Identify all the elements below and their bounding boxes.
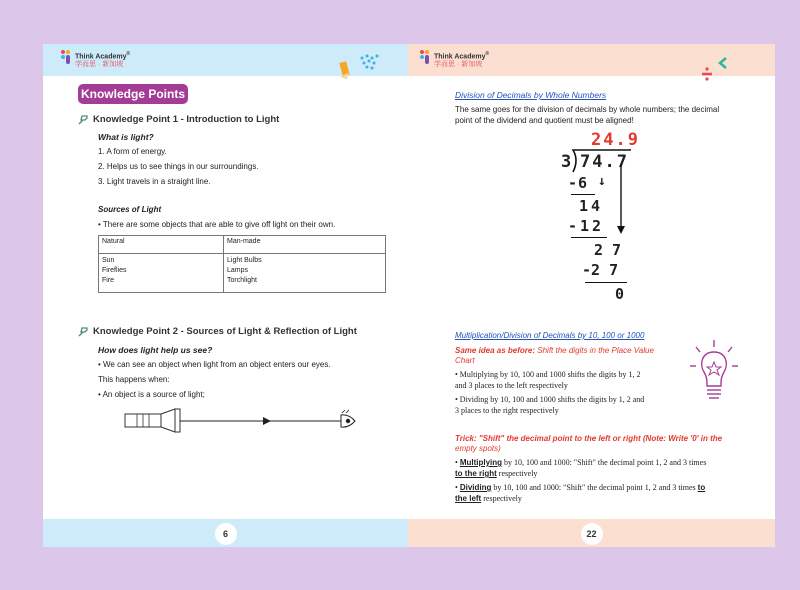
lightbulb-idea-icon <box>688 338 740 410</box>
subtract-step-3: -2 7 <box>582 261 619 279</box>
brand-mark-icon <box>420 50 430 64</box>
page-number: 22 <box>581 523 603 545</box>
kp2-question: How does light help us see? <box>98 345 213 355</box>
bring-down-arrow-icon: ↓ <box>598 174 606 189</box>
trick-mult-rest: by 10, 100 and 1000: "Shift" the decimal point 1, 2 and 3 times <box>502 458 707 467</box>
trick-text: Trick: "Shift" the decimal point to the left or right (Note: Write '0' in the <box>455 434 723 443</box>
same-idea-line-2: Chart <box>455 356 475 365</box>
division-text-line-2: point of the dividend and quotient must be aligned! <box>455 116 634 125</box>
dividend: 74.7 <box>580 152 629 172</box>
multiplying-word: Multiplying <box>459 458 503 467</box>
trick-line-1 <box>455 434 722 443</box>
pin-icon <box>77 326 89 338</box>
brand-cn: 学而思 · 新加坡 <box>434 61 483 69</box>
bullet-mult-2: and 3 places to the left respectively <box>455 381 568 390</box>
trick-div-line-2 <box>455 494 522 503</box>
brand-tm: ® <box>126 51 131 57</box>
subtract-step-1: -6 <box>568 174 589 192</box>
bring-down-arrow-long-icon <box>616 164 626 236</box>
bullet: • <box>455 483 460 492</box>
brand-tm: ® <box>485 51 490 57</box>
left-footer-band <box>43 519 408 547</box>
kp1-item-1: 1. A form of energy. <box>98 147 167 156</box>
torch-to-eye-diagram <box>123 406 368 436</box>
dividing-word: Dividing <box>459 483 492 492</box>
to-word: to <box>697 483 706 492</box>
brand-name: Think Academy <box>75 53 127 61</box>
kp1-item-3: 3. Light travels in a straight line. <box>98 177 211 186</box>
natural-cell <box>99 254 224 293</box>
remainder-step-1: 14 <box>579 197 604 215</box>
kp1-title: Knowledge Point 1 - Introduction to Light <box>93 114 280 125</box>
right-page <box>408 44 775 547</box>
same-idea-rest: Shift the digits in the Place Value <box>535 346 654 355</box>
knowledge-points-badge: Knowledge Points <box>78 84 188 104</box>
brand-logo <box>61 50 130 69</box>
remainder-final: 0 <box>615 285 625 303</box>
math-symbols-decoration-icon <box>696 52 746 82</box>
sources-table <box>98 235 386 293</box>
sources-title: Sources of Light <box>98 205 162 214</box>
kp1-item-2: 2. Helps us to see things in our surroundings. <box>98 162 259 171</box>
kp2-title: Knowledge Point 2 - Sources of Light & Reflection of Light <box>93 326 357 337</box>
left-page <box>43 44 408 547</box>
trick-mult-end: respectively <box>496 469 538 478</box>
division-line <box>585 282 627 283</box>
page-number: 6 <box>215 523 237 545</box>
divisor: 3 <box>561 152 572 172</box>
table-header-natural: Natural <box>99 236 224 254</box>
the-left: the left <box>455 494 482 503</box>
trick-mult-line-1 <box>455 458 706 467</box>
manmade-item: Light Bulbs <box>227 257 262 264</box>
natural-item: Fire <box>102 277 115 284</box>
manmade-item: Torchlight <box>227 277 257 284</box>
brand-name: Think Academy <box>434 53 486 61</box>
kp2-line-1: • We can see an object when light from an object enters our eyes. <box>98 360 331 369</box>
left-header-band <box>43 44 408 76</box>
right-footer-band <box>408 519 775 547</box>
division-line <box>571 237 607 238</box>
manmade-item: Lamps <box>227 267 249 274</box>
subtract-step-2: -12 <box>568 217 605 235</box>
light-ray-arrow-icon <box>263 417 271 425</box>
trick-line-2: empty spots) <box>455 444 501 453</box>
same-idea-red: Same idea as before: <box>455 346 536 355</box>
trick-mult-line-2 <box>455 469 537 478</box>
to-the-right: to the right <box>455 469 497 478</box>
table-header-manmade: Man-made <box>224 236 386 254</box>
brand-cn: 学而思 · 新加坡 <box>75 61 124 69</box>
kp2-line-2: This happens when: <box>98 375 170 384</box>
remainder-step-2: 2 7 <box>594 241 622 259</box>
bullet-div-2: 3 places to the right respectively <box>455 406 559 415</box>
pin-icon <box>77 114 89 126</box>
trick-div-line-1 <box>455 483 705 492</box>
table-header-row <box>99 236 386 254</box>
kp1-question: What is light? <box>98 132 154 142</box>
bullet-mult-1: • Multiplying by 10, 100 and 1000 shifts the digits by 1, 2 <box>455 370 641 379</box>
division-section-title: Division of Decimals by Whole Numbers <box>455 90 607 100</box>
mult-section-title: Multiplication/Division of Decimals by 10, 100 or 1000 <box>455 331 645 340</box>
sources-text: • There are some objects that are able to give off light on their own. <box>98 220 336 229</box>
trick-div-rest: by 10, 100 and 1000: "Shift" the decimal point 1, 2 and 3 times <box>491 483 698 492</box>
brand-logo <box>420 50 489 69</box>
quotient: 24.9 <box>591 130 640 150</box>
table-row <box>99 254 386 293</box>
torchlight-icon <box>125 409 180 432</box>
kp2-line-3: • An object is a source of light; <box>98 390 205 399</box>
division-text-line-1: The same goes for the division of decimals by whole numbers; the decimal <box>455 105 720 114</box>
bullet-div-1: • Dividing by 10, 100 and 1000 shifts the digits by 1, 2 and <box>455 395 645 404</box>
same-idea-line <box>455 346 654 355</box>
brand-mark-icon <box>61 50 71 64</box>
natural-item: Sun <box>102 257 115 264</box>
pencil-dots-decoration-icon <box>338 52 388 80</box>
bullet: • <box>455 458 460 467</box>
trick-div-end: respectively <box>481 494 522 503</box>
natural-item: Fireflies <box>102 267 127 274</box>
right-header-band <box>408 44 775 76</box>
manmade-cell <box>224 254 386 293</box>
eye-icon <box>341 410 355 427</box>
division-line <box>571 194 595 195</box>
